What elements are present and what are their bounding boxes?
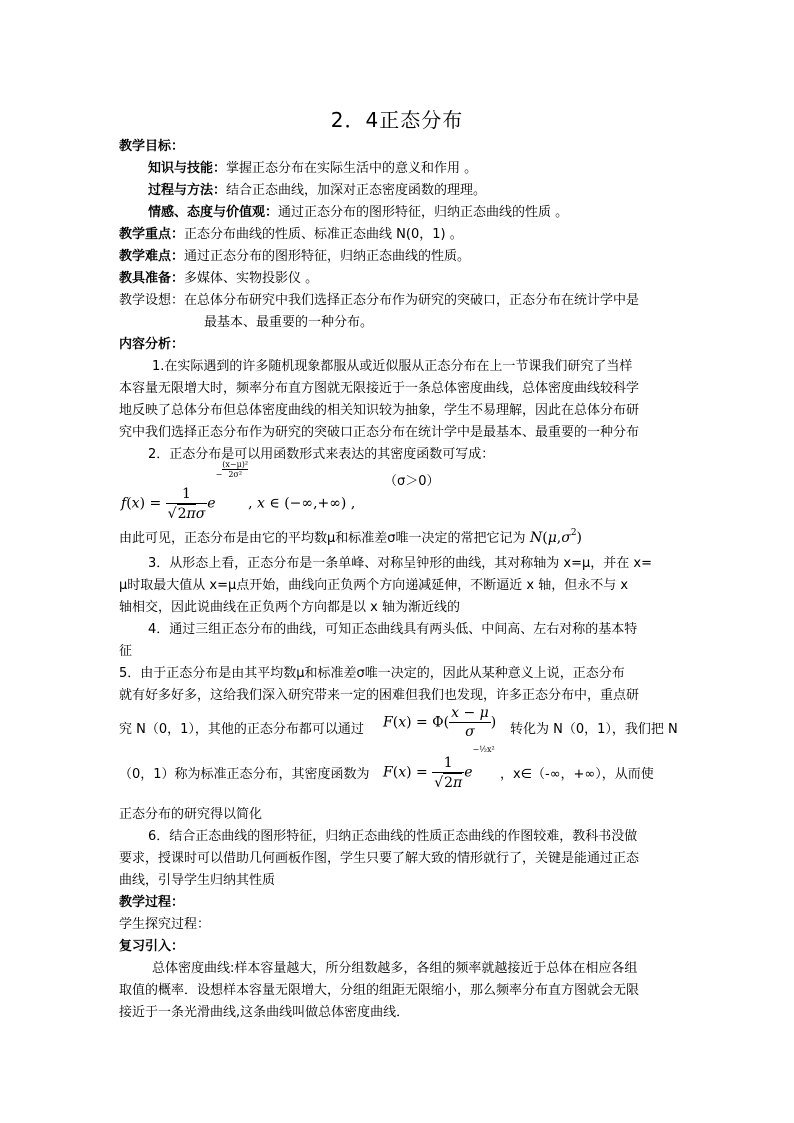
content-heading: 内容分析： xyxy=(119,337,185,352)
review-line1: 总体密度曲线:样本容量越大，所分组数越多，各组的频率就越接近于总体在相应各组 xyxy=(152,961,638,976)
key-point-label: 教学重点： xyxy=(119,227,185,242)
formula-condition: （σ＞0） xyxy=(384,474,440,489)
process-explore: 学生探究过程： xyxy=(119,917,211,932)
content-p3-line2: μ时取最大值从 x=μ点开始，曲线向正负两个方向递减延伸，不断逼近 x 轴，但永不与 x xyxy=(119,578,629,593)
key-point xyxy=(119,224,463,246)
process-text: 结合正态曲线，加深对正态密度函数的理理。 xyxy=(226,183,487,198)
difficulty-text: 通过正态分布的图形特征，归纳正态曲线的性质。 xyxy=(184,249,471,264)
content-p5-line4b: ，x∈（-∞，+∞），从而使 xyxy=(500,767,654,782)
content-p3-line1: 3．从形态上看，正态分布是一条单峰、对称呈钟形的曲线，其对称轴为 x=μ，并在 x= xyxy=(148,556,652,571)
tools xyxy=(119,268,318,290)
content-p2: 2．正态分布是可以用函数形式来表达的其密度函数可写成： xyxy=(148,447,495,462)
content-p1-line2: 本容量无限增大时，频率分布直方图就无限接近于一条总体密度曲线，总体密度曲线较科学 xyxy=(119,381,640,396)
knowledge-text: 掌握正态分布在实际生活中的意义和作用 。 xyxy=(226,161,478,176)
emotion-text: 通过正态分布的图形特征，归纳正态曲线的性质 。 xyxy=(278,205,569,220)
page-title: 2．4正态分布 xyxy=(330,108,464,132)
key-point-text: 正态分布曲线的性质、标准正态曲线 N(0，1) 。 xyxy=(184,227,463,242)
objectives-heading: 教学目标： xyxy=(119,139,185,154)
content-p1-line4: 究中我们选择正态分布作为研究的突破口正态分布在统计学中是最基本、最重要的一种分布 xyxy=(119,425,640,440)
content-p3-line3: 轴相交，因此说曲线在正负两个方向都是以 x 轴为渐近线的 xyxy=(119,600,460,615)
content-p5-line3a: 究 N（0，1），其他的正态分布都可以通过 xyxy=(119,722,364,737)
content-p5-line4a: （0，1）称为标准正态分布，其密度函数为 xyxy=(119,767,370,782)
review-line2: 取值的概率．设想样本容量无限增大，分组的组距无限缩小，那么频率分布直方图就会无限 xyxy=(119,983,640,998)
design-line1 xyxy=(119,290,639,312)
review-line3: 接近于一条光滑曲线,这条曲线叫做总体密度曲线． xyxy=(119,1005,410,1020)
review-heading: 复习引入： xyxy=(119,939,185,954)
tools-label: 教具准备： xyxy=(119,271,185,286)
objective-knowledge xyxy=(148,158,477,180)
content-p5-line1: 5．由于正态分布是由其平均数μ和标准差σ唯一决定的，因此从某种意义上说，正态分布 xyxy=(119,666,625,681)
design-label: 教学设想： xyxy=(119,293,185,308)
content-p5-line2: 就有好多好多，这给我们深入研究带来一定的困难但我们也发现，许多正态分布中，重点研 xyxy=(119,688,640,703)
objective-emotion xyxy=(148,202,568,224)
standard-density-formula: F(x) = $\frac{1}{√2\pi}$ $e^{-\frac{1}{2}x^2}$ xyxy=(383,745,495,791)
content-p1-line1: 1.在实际遇到的许多随机现象都服从或近似服从正态分布在上一节课我们研究了当样 xyxy=(152,359,633,374)
content-p5-line3b: 转化为 N（0，1），我们把 N xyxy=(510,722,678,737)
difficulty xyxy=(119,246,470,268)
content-p5-line5: 正态分布的研究得以简化 xyxy=(119,807,263,822)
difficulty-label: 教学难点： xyxy=(119,249,185,264)
content-p6-line3: 曲线，引导学生归纳其性质 xyxy=(119,873,276,888)
density-formula: f(x) = $\frac{1}{√2\pi\sigma}$ e− $\frac{\text{(x−μ)²}}{\text{2σ²}}$ , x ∈ (−∞,+∞) , xyxy=(121,460,356,522)
content-p6-line1: 6．结合正态曲线的图形特征，归纳正态曲线的性质正态曲线的作图较难，教科书没做 xyxy=(148,829,638,844)
process-heading: 教学过程： xyxy=(119,895,185,910)
content-after-formula: 由此可见，正态分布是由它的平均数μ和标准差σ唯一决定的常把它记为 $N(\mu,\sigma^2)$ xyxy=(119,528,583,546)
content-p6-line2: 要求，授课时可以借助几何画板作图，学生只要了解大致的情形就行了，关键是能通过正态 xyxy=(119,851,640,866)
design-text1: 在总体分布研究中我们选择正态分布作为研究的突破口，正态分布在统计学中是 xyxy=(184,293,640,308)
standardize-formula: F(x) = Φ( $\frac{x - \mu}{\sigma}$ ) xyxy=(383,705,497,740)
emotion-label: 情感、态度与价值观： xyxy=(148,205,279,220)
objective-process xyxy=(148,180,486,202)
knowledge-label: 知识与技能： xyxy=(148,161,227,176)
tools-text: 多媒体、实物投影仪 。 xyxy=(184,271,319,286)
content-p1-line3: 地反映了总体分布但总体密度曲线的相关知识较为抽象，学生不易理解，因此在总体分布研 xyxy=(119,403,640,418)
design-line2: 最基本、最重要的一种分布。 xyxy=(204,315,374,330)
process-label: 过程与方法： xyxy=(148,183,227,198)
content-p4-line1: 4．通过三组正态分布的曲线，可知正态曲线具有两头低、中间高、左右对称的基本特 xyxy=(148,622,638,637)
content-p4-line2: 征 xyxy=(119,644,133,659)
